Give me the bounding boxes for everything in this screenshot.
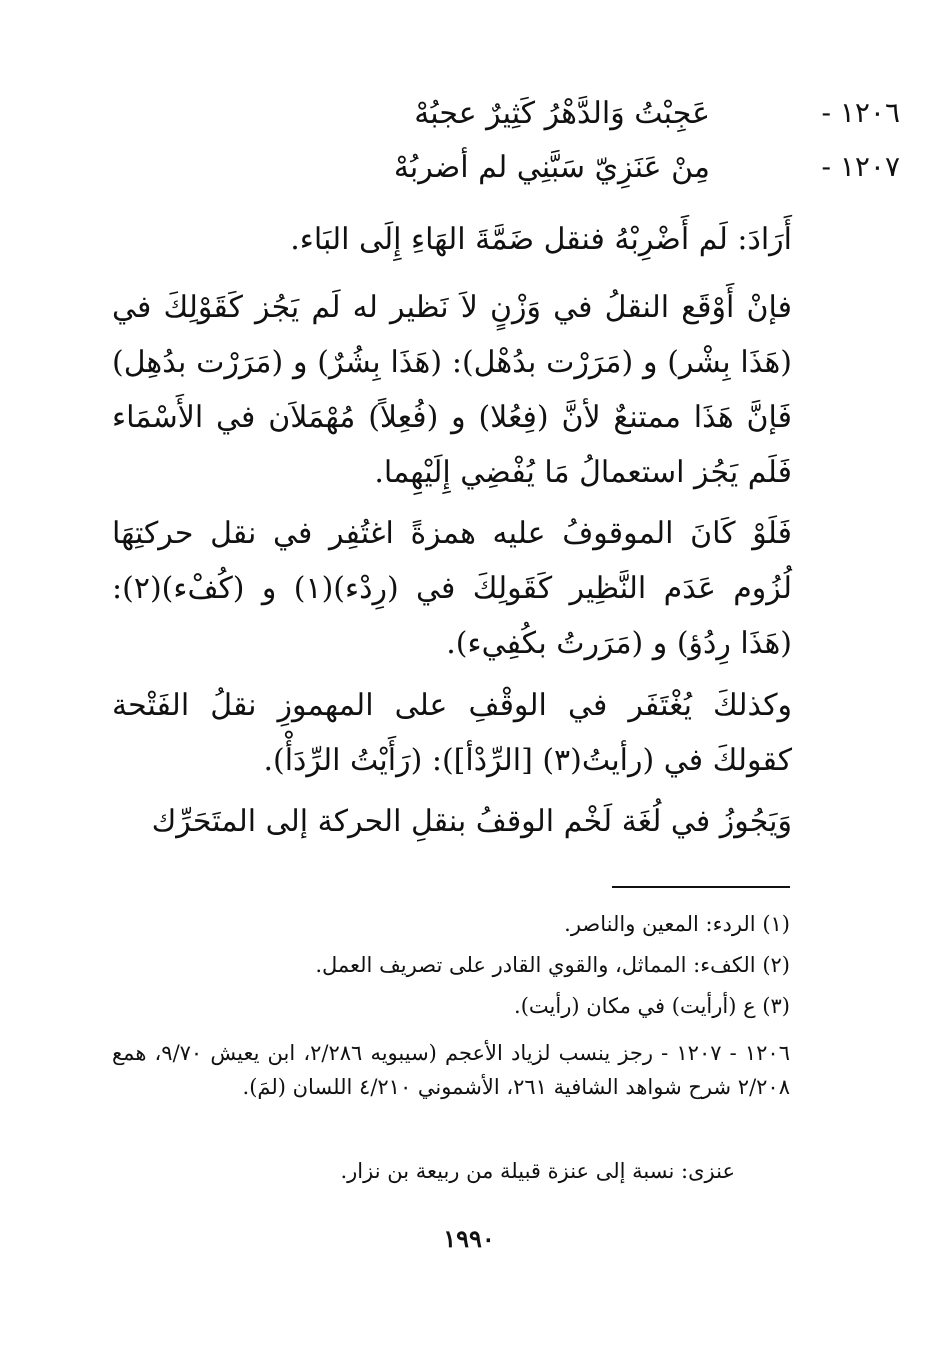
paragraph-arada: أَرَادَ: لَم أَضْرِبْهُ فنقل ضَمَّةَ الهَاءِ إِلَى البَاء. bbox=[290, 222, 792, 257]
footnote-divider bbox=[612, 886, 790, 888]
verse-text: مِنْ عَنَزِيّ سَبَّنِي لم أضربُهْ bbox=[393, 150, 710, 185]
footnote-3: (٣) ع (أرأيت) في مكان (رأيت). bbox=[514, 994, 790, 1018]
paragraph-fatha: وكذلكَ يُغْتَفَر في الوقْفِ على المهموزِ نقلُ الفَتْحة كقولكَ في (رأيتُ(٣) [الرِّدْأ]): (رَأَيْتُ الرِّدَأْ). bbox=[112, 688, 792, 778]
verse-number: ١٢٠٧ - bbox=[821, 150, 900, 183]
source-note: ١٢٠٦ - ١٢٠٧ - رجز ينسب لزياد الأعجم (سيبويه ٢/٢٨٦، ابن يعيش ٩/٧٠، همع ٢/٢٠٨ شرح شواهد الشافية ٢٦١، الأشموني ٤/٢١٠ اللسان (لمَ). bbox=[112, 1041, 790, 1099]
verse-number: ١٢٠٦ - bbox=[821, 96, 900, 129]
paragraph-hamza: فَلَوْ كَانَ الموقوفُ عليه همزةً اغتُفِر في نقل حركتِهَا لُزُوم عَدَم النَّظِير كَقَولِكَ في (رِدْء)(١) و (كُفْء)(٢): (هَذَا رِدُؤ) و (مَرَرتُ بكُفِيء). bbox=[112, 516, 792, 661]
page-number: ١٩٩٠ bbox=[443, 1224, 495, 1253]
footnote-1: (١) الردء: المعين والناصر. bbox=[564, 912, 790, 936]
gloss-note: عنزى: نسبة إلى عنزة قبيلة من ربيعة بن نزار. bbox=[340, 1159, 735, 1183]
footnote-2: (٢) الكفء: المماثل، والقوي القادر على تصريف العمل. bbox=[315, 953, 790, 977]
paragraph-naql-wazn: فإنْ أَوْقَع النقلُ في وَزْنٍ لاَ نَظير له لَم يَجُز كَقَوْلِكَ في (هَذَا بِشْر) و (مَرَرْت بدُهْل): (هَذَا بِشُرٌ) و (مَرَرْت بدُهِل) فَإنَّ هَذَا ممتنعٌ لأنَّ (فِعُلا) و (فُعِلاً) مُهْمَلاَن في الأَسْمَاء فَلَم يَجُز استعمالُ مَا يُفْضِي إِلَيْهِما. bbox=[112, 290, 792, 490]
verse-text: عَجِبْتُ وَالدَّهْرُ كَثِيرٌ عجبُهْ bbox=[414, 96, 710, 131]
paragraph-lakhm: وَيَجُوزُ في لُغَة لَخْم الوقفُ بنقلِ الحركة إلى المتَحَرِّك bbox=[151, 804, 792, 839]
